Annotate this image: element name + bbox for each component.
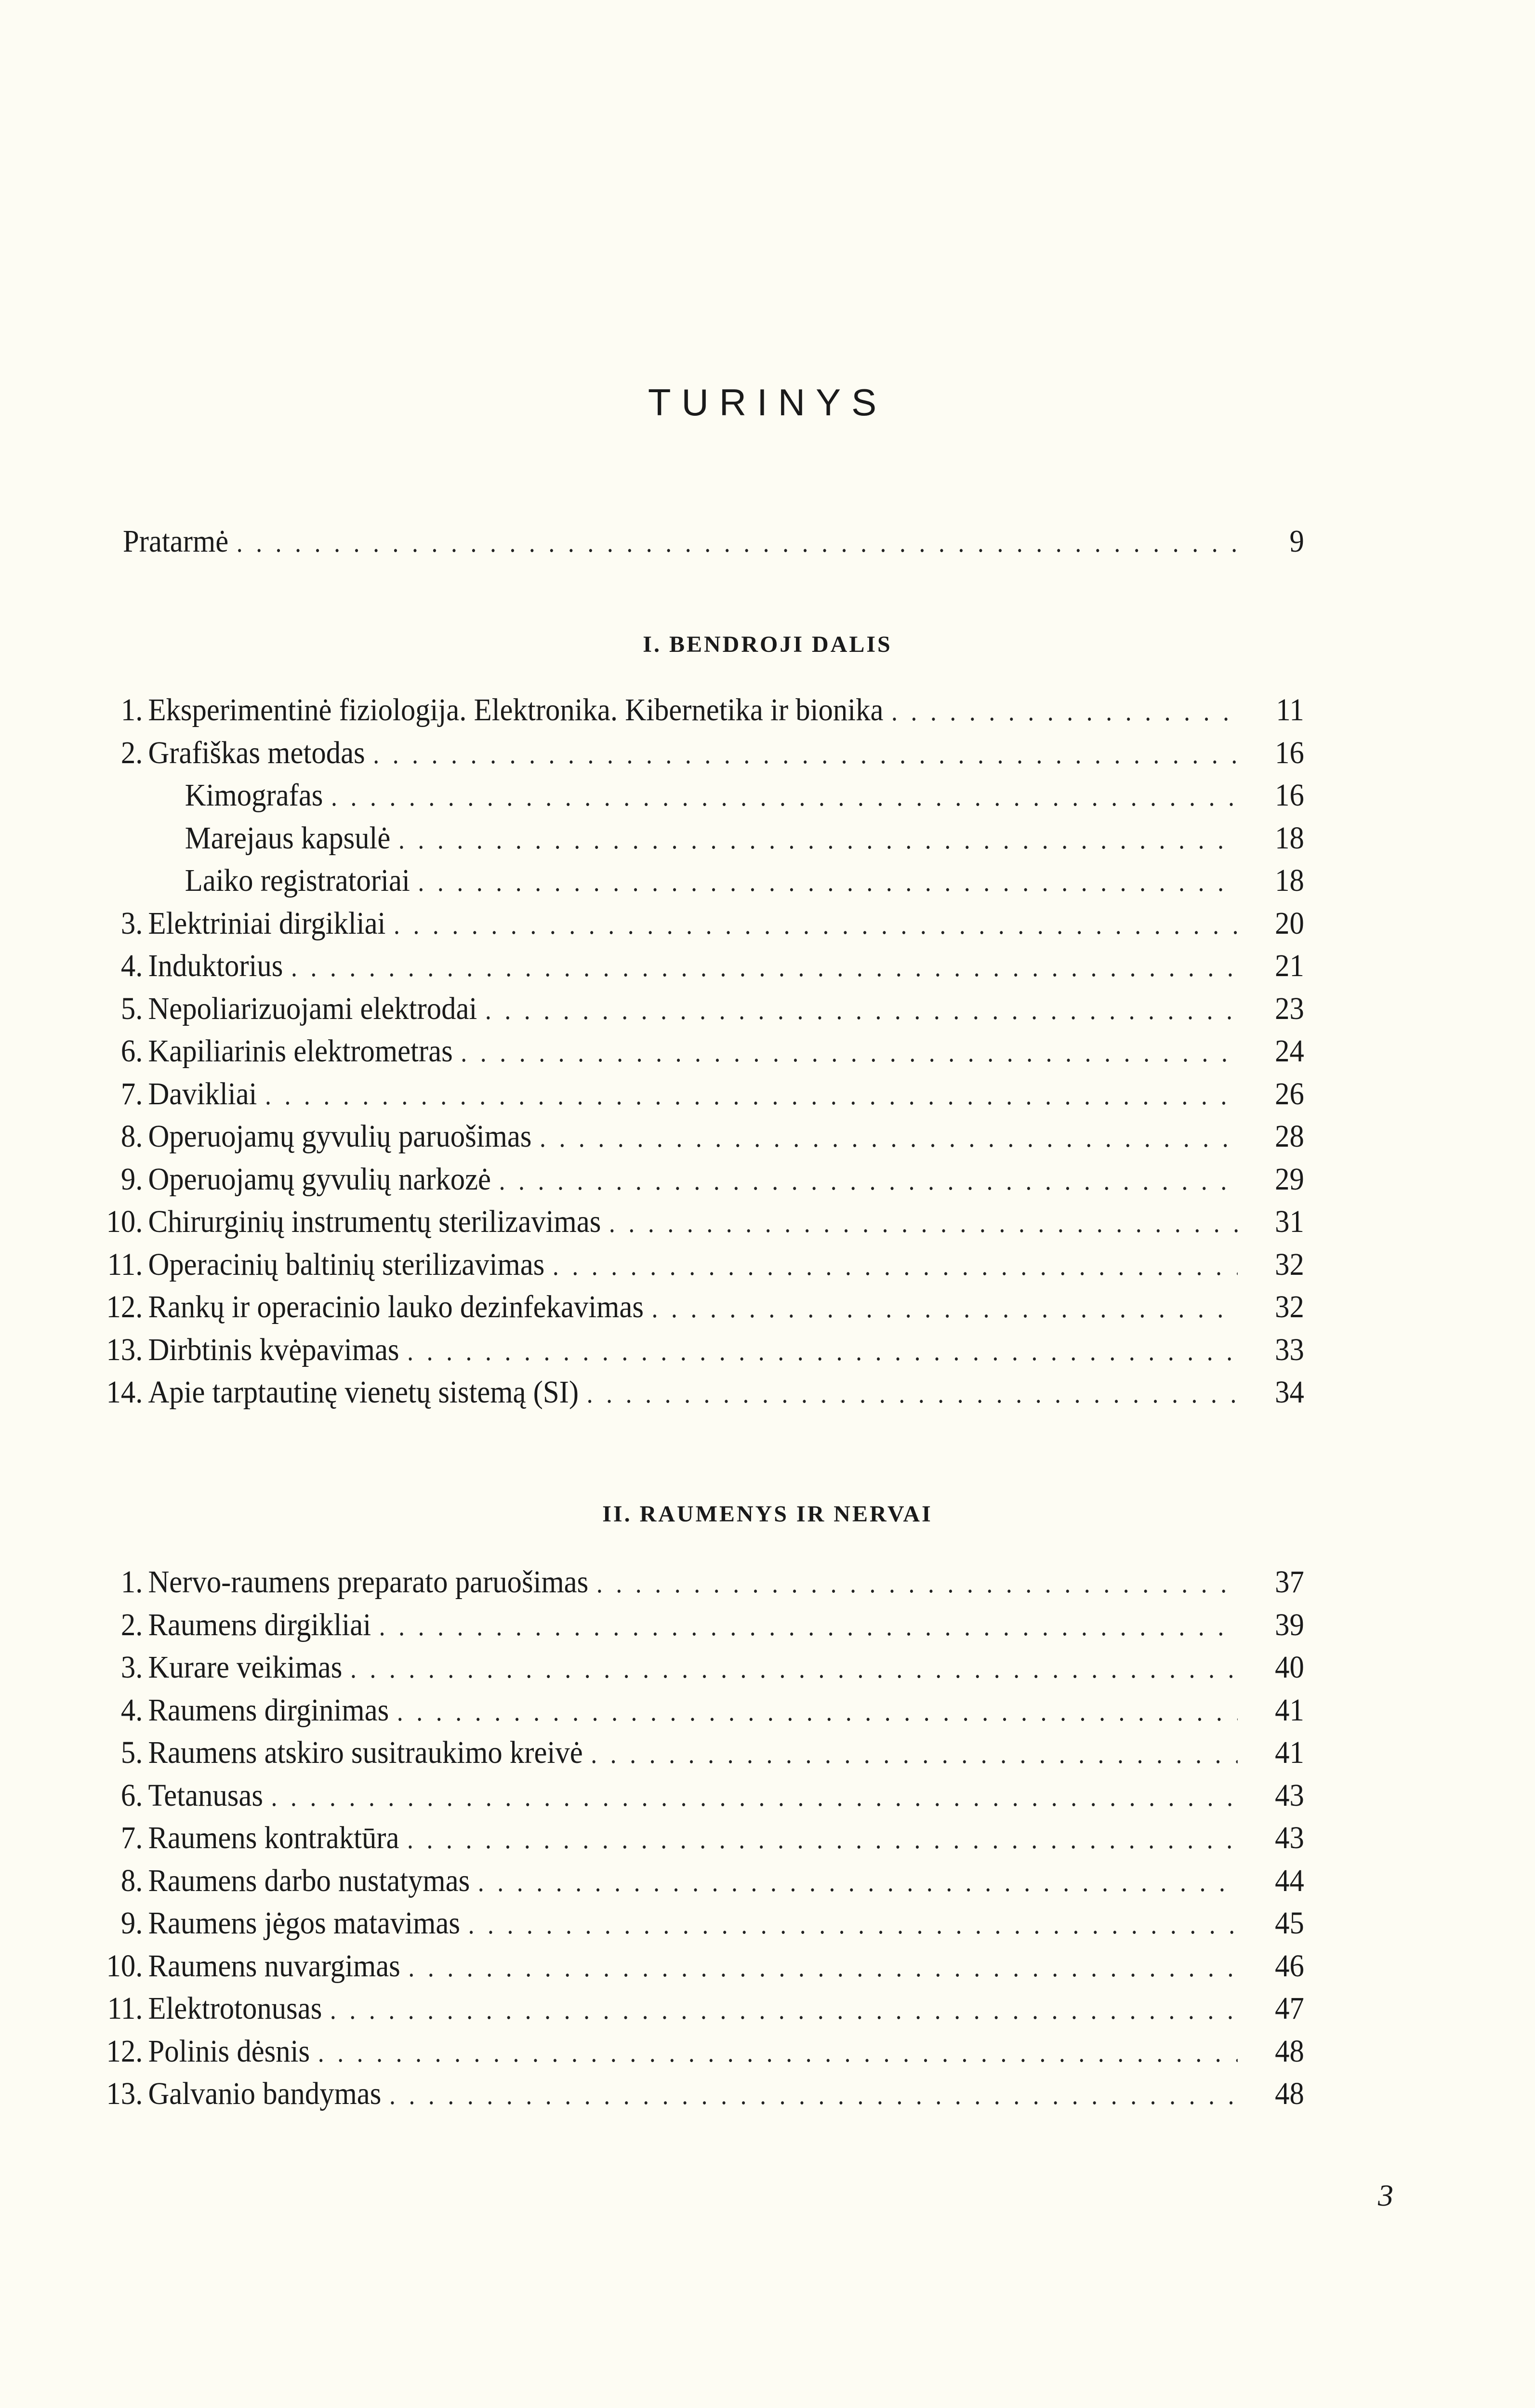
toc-entry-label: Raumens darbo nustatymas xyxy=(148,1863,470,1898)
toc-entry-page: 31 xyxy=(1275,1204,1304,1239)
dot-leader xyxy=(397,1691,1238,1733)
toc-entry xyxy=(107,1987,1304,2030)
toc-entry-page: 45 xyxy=(1275,1905,1304,1941)
toc-entry-number: 10. xyxy=(106,1204,143,1239)
toc-entry-label: Kapiliarinis elektrometras xyxy=(148,1033,453,1069)
dot-leader xyxy=(330,1989,1238,2031)
toc-entry-number: 7. xyxy=(120,1820,143,1855)
toc-entry xyxy=(106,2030,1304,2073)
toc-entry-number: 6. xyxy=(120,1033,143,1069)
toc-entry-page: 40 xyxy=(1275,1650,1304,1685)
toc-entry xyxy=(120,945,1304,987)
toc-entry xyxy=(106,1329,1304,1371)
dot-leader xyxy=(478,1861,1238,1904)
toc-entry-label: Raumens kontraktūra xyxy=(148,1820,399,1855)
toc-entry-number: 13. xyxy=(106,1332,143,1367)
toc-entry xyxy=(123,860,1304,902)
toc-entry-page: 41 xyxy=(1275,1692,1304,1728)
toc-entry-label: Raumens atskiro susitraukimo kreivė xyxy=(148,1735,583,1770)
toc-entry-label: Kimografas xyxy=(185,778,323,813)
toc-entry xyxy=(106,1371,1304,1414)
toc-entry-number: 8. xyxy=(120,1863,143,1898)
toc-entry-number: 11. xyxy=(107,1991,143,2026)
section-heading-2: II. RAUMENYS IR NERVAI xyxy=(602,1501,933,1527)
toc-entry-page: 34 xyxy=(1275,1375,1304,1410)
toc-entry-page: 18 xyxy=(1275,820,1304,856)
dot-leader xyxy=(499,1160,1238,1202)
toc-entry-number: 12. xyxy=(106,1289,143,1324)
toc-entry-page: 23 xyxy=(1275,991,1304,1026)
dot-leader xyxy=(389,2074,1238,2117)
dot-leader xyxy=(418,861,1237,903)
toc-entry-label: Dirbtinis kvėpavimas xyxy=(148,1332,399,1367)
dot-leader xyxy=(407,1818,1238,1861)
toc-entry-number: 1. xyxy=(120,692,143,728)
toc-entry-label: Chirurginių instrumentų sterilizavimas xyxy=(148,1204,601,1239)
toc-entry-label: Elektrotonusas xyxy=(148,1991,322,2026)
dot-leader xyxy=(596,1562,1238,1605)
dot-leader xyxy=(407,1330,1238,1373)
toc-entry xyxy=(120,732,1304,774)
toc-entry xyxy=(120,1732,1304,1774)
toc-entry-number: 7. xyxy=(120,1076,143,1111)
toc-entry-page: 21 xyxy=(1275,948,1304,983)
dot-leader xyxy=(373,733,1238,776)
toc-entry-label: Nervo-raumens preparato paruošimas xyxy=(148,1564,589,1600)
dot-leader xyxy=(540,1117,1238,1159)
toc-entry xyxy=(120,1902,1304,1945)
dot-leader xyxy=(318,2032,1238,2074)
toc-entry-page: 41 xyxy=(1275,1735,1304,1770)
toc-entry-label: Raumens nuvargimas xyxy=(148,1948,400,1984)
dot-leader xyxy=(331,776,1238,818)
toc-entry-label: Apie tarptautinę vienetų sistemą (SI) xyxy=(148,1375,579,1410)
toc-entry-page: 26 xyxy=(1275,1076,1304,1111)
dot-leader xyxy=(350,1648,1238,1690)
toc-entry-page: 32 xyxy=(1275,1246,1304,1282)
section-heading-1: I. BENDROJI DALIS xyxy=(643,632,892,657)
toc-entry-number: 9. xyxy=(120,1905,143,1941)
toc-entry-label: Grafiškas metodas xyxy=(148,735,365,770)
toc-entry-number: 13. xyxy=(106,2076,143,2111)
dot-leader xyxy=(408,1946,1237,1989)
toc-entry-number: 2. xyxy=(120,735,143,770)
toc-entry xyxy=(120,1030,1304,1072)
toc-entry xyxy=(106,1945,1304,1987)
toc-entry xyxy=(106,1286,1304,1328)
toc-entry-number: 11. xyxy=(107,1246,143,1282)
toc-entry-page: 37 xyxy=(1275,1564,1304,1600)
toc-entry-page: 46 xyxy=(1275,1948,1304,1984)
toc-entry xyxy=(123,774,1304,817)
toc-entry xyxy=(120,1158,1304,1201)
toc-entry-number: 9. xyxy=(120,1161,143,1197)
dot-leader xyxy=(461,1032,1238,1074)
dot-leader xyxy=(291,946,1238,989)
dot-leader xyxy=(394,904,1238,946)
toc-entry-number: 3. xyxy=(120,1650,143,1685)
page-number: 3 xyxy=(1378,2178,1393,2212)
toc-entry-label: Raumens jėgos matavimas xyxy=(148,1905,461,1941)
toc-entry-label: Galvanio bandymas xyxy=(148,2076,382,2111)
toc-entry xyxy=(120,988,1304,1030)
dot-leader xyxy=(553,1245,1238,1287)
toc-entry-label: Marejaus kapsulė xyxy=(185,820,391,856)
toc-entry-number: 14. xyxy=(106,1375,143,1410)
toc-entry-page: 39 xyxy=(1275,1607,1304,1642)
toc-entry xyxy=(120,1860,1304,1902)
toc-entry-label: Davikliai xyxy=(148,1076,257,1111)
toc-entry-page: 44 xyxy=(1275,1863,1304,1898)
toc-entry-label: Kurare veikimas xyxy=(148,1650,343,1685)
toc-entry-label: Raumens dirginimas xyxy=(148,1692,389,1728)
toc-entry-label: Eksperimentinė fiziologija. Elektronika. Kibernetika ir bionika xyxy=(148,692,884,728)
toc-entry-label: Elektriniai dirgikliai xyxy=(148,905,386,941)
toc-entry-page: 48 xyxy=(1275,2076,1304,2111)
toc-entry-label: Nepoliarizuojami elektrodai xyxy=(148,991,477,1026)
dot-leader xyxy=(398,819,1238,861)
toc-entry xyxy=(106,1201,1304,1243)
toc-entry-page: 24 xyxy=(1275,1033,1304,1069)
toc-entry-label: Operuojamų gyvulių narkozė xyxy=(148,1161,491,1197)
toc-entry-page: 28 xyxy=(1275,1119,1304,1154)
toc-entry-label: Induktorius xyxy=(148,948,283,983)
toc-entry-page: 9 xyxy=(1289,524,1304,559)
toc-entry-number: 5. xyxy=(120,991,143,1026)
toc-entry-page: 48 xyxy=(1275,2033,1304,2069)
toc-entry-number: 1. xyxy=(120,1564,143,1600)
toc-entry-label: Polinis dėsnis xyxy=(148,2033,310,2069)
toc-entry-label: Tetanusas xyxy=(148,1777,263,1813)
dot-leader xyxy=(485,989,1238,1032)
toc-entry xyxy=(120,1774,1304,1817)
dot-leader xyxy=(237,522,1238,564)
toc-entry-page: 18 xyxy=(1275,863,1304,898)
toc-entry-number: 2. xyxy=(120,1607,143,1642)
toc-entry-number: 12. xyxy=(106,2033,143,2069)
toc-entry xyxy=(120,1115,1304,1158)
toc-entry xyxy=(120,689,1304,731)
toc-entry-number: 8. xyxy=(120,1119,143,1154)
toc-entry-page: 47 xyxy=(1275,1991,1304,2026)
dot-leader xyxy=(468,1904,1238,1946)
toc-entry xyxy=(123,817,1304,860)
toc-entry-page: 29 xyxy=(1275,1161,1304,1197)
toc-entry xyxy=(120,1073,1304,1115)
toc-entry xyxy=(120,1604,1304,1646)
dot-leader xyxy=(591,1733,1238,1775)
toc-entry xyxy=(120,1689,1304,1732)
toc-entry-label: Pratarmė xyxy=(123,524,229,559)
toc-entry-number: 4. xyxy=(120,1692,143,1728)
toc-entry-label: Raumens dirgikliai xyxy=(148,1607,371,1642)
toc-entry-page: 32 xyxy=(1275,1289,1304,1324)
toc-entry-page: 11 xyxy=(1276,692,1304,728)
toc-entry-label: Rankų ir operacinio lauko dezinfekavimas xyxy=(148,1289,644,1324)
toc-entry-number: 10. xyxy=(106,1948,143,1984)
toc-entry-number: 5. xyxy=(120,1735,143,1770)
dot-leader xyxy=(271,1776,1238,1818)
toc-entry-label: Operuojamų gyvulių paruošimas xyxy=(148,1119,532,1154)
toc-entry-number: 3. xyxy=(120,905,143,941)
toc-entry-page: 20 xyxy=(1275,905,1304,941)
toc-entry-page: 33 xyxy=(1275,1332,1304,1367)
toc-entry-page: 16 xyxy=(1275,735,1304,770)
dot-leader xyxy=(652,1287,1238,1330)
toc-entry-label: Laiko registratoriai xyxy=(185,863,410,898)
toc-entry xyxy=(120,1817,1304,1859)
dot-leader xyxy=(379,1605,1238,1648)
toc-entry-preface xyxy=(123,520,1304,563)
page-title: TURINYS xyxy=(648,381,887,423)
dot-leader xyxy=(265,1074,1238,1117)
toc-entry xyxy=(106,2073,1304,2115)
dot-leader xyxy=(609,1202,1238,1244)
toc-entry xyxy=(120,1561,1304,1603)
toc-entry-page: 43 xyxy=(1275,1777,1304,1813)
toc-entry-page: 43 xyxy=(1275,1820,1304,1855)
toc-entry-number: 4. xyxy=(120,948,143,983)
toc-entry-page: 16 xyxy=(1275,778,1304,813)
toc-entry xyxy=(107,1244,1304,1286)
toc-entry xyxy=(120,902,1304,945)
toc-entry-label: Operacinių baltinių sterilizavimas xyxy=(148,1246,545,1282)
toc-entry-number: 6. xyxy=(120,1777,143,1813)
toc-entry xyxy=(120,1646,1304,1689)
dot-leader xyxy=(587,1373,1238,1415)
dot-leader xyxy=(891,690,1238,733)
